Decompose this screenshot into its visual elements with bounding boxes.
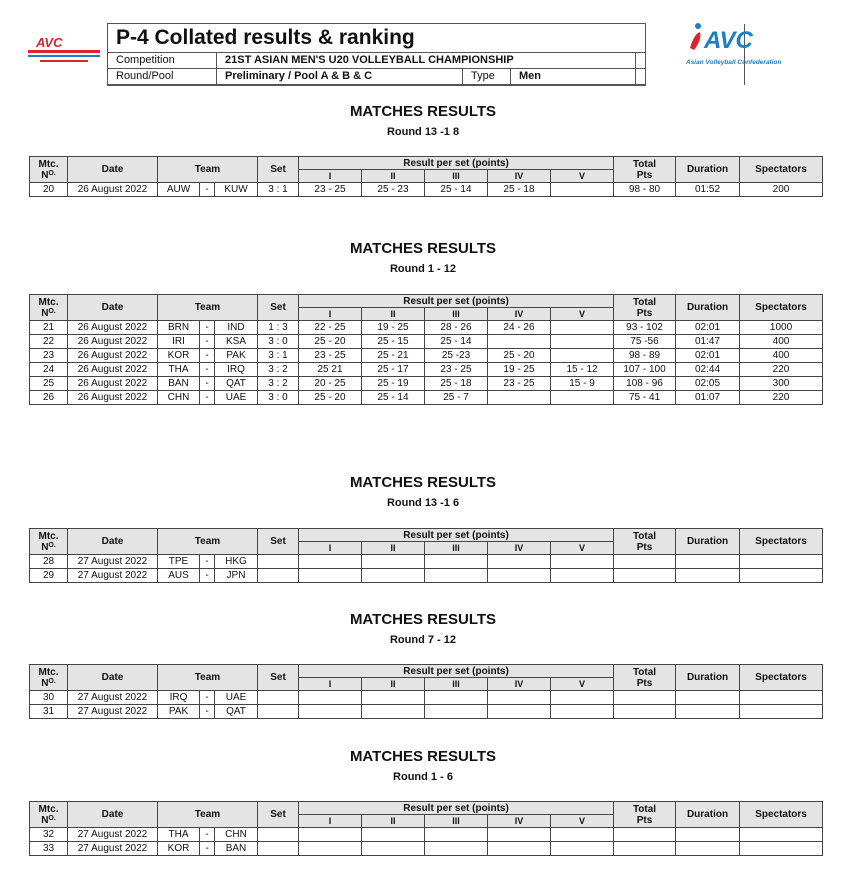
spectators <box>740 691 823 705</box>
col-set-v: V <box>551 308 614 321</box>
total-points: 75 -56 <box>614 335 676 349</box>
team-separator: - <box>200 705 215 719</box>
team-home: BRN <box>158 321 200 335</box>
team-away: QAT <box>215 705 258 719</box>
spectators: 220 <box>740 391 823 405</box>
col-set: Set <box>258 802 299 828</box>
col-set-ii: II <box>362 815 425 828</box>
col-set-v: V <box>551 815 614 828</box>
match-date: 26 August 2022 <box>68 335 158 349</box>
round-subtitle: Round 13 -1 8 <box>386 126 460 138</box>
col-set-iv: IV <box>488 308 551 321</box>
col-mtc-no: Mtc. $N^{O.}$ <box>30 295 68 321</box>
team-separator: - <box>200 569 215 583</box>
set-score: 1 : 3 <box>258 321 299 335</box>
section-title: MATCHES RESULTS <box>349 474 497 491</box>
team-away: KSA <box>215 335 258 349</box>
set-4-points <box>488 391 551 405</box>
avc-logo <box>684 20 786 68</box>
col-date: Date <box>68 665 158 691</box>
col-total-pts: Total Pts <box>614 529 676 555</box>
set-2-points <box>362 569 425 583</box>
set-2-points: 25 - 21 <box>362 349 425 363</box>
match-date: 27 August 2022 <box>68 828 158 842</box>
col-mtc-no: Mtc. $N^{O.}$ <box>30 665 68 691</box>
team-separator: - <box>200 842 215 856</box>
match-date: 26 August 2022 <box>68 363 158 377</box>
col-set-iii: III <box>425 308 488 321</box>
total-points: 98 - 80 <box>614 183 676 197</box>
set-5-points <box>551 391 614 405</box>
set-2-points <box>362 555 425 569</box>
team-separator: - <box>200 691 215 705</box>
match-duration <box>676 569 740 583</box>
match-duration <box>676 555 740 569</box>
set-3-points: 23 - 25 <box>425 363 488 377</box>
col-set-v: V <box>551 678 614 691</box>
set-score <box>258 828 299 842</box>
round-subtitle: Round 1 - 6 <box>393 771 453 783</box>
set-2-points: 25 - 14 <box>362 391 425 405</box>
set-2-points <box>362 691 425 705</box>
total-points <box>614 691 676 705</box>
col-set-iv: IV <box>488 815 551 828</box>
set-4-points: 23 - 25 <box>488 377 551 391</box>
match-duration: 01:07 <box>676 391 740 405</box>
spectators: 220 <box>740 363 823 377</box>
set-1-points: 25 21 <box>299 363 362 377</box>
col-duration: Duration <box>676 529 740 555</box>
match-date: 26 August 2022 <box>68 321 158 335</box>
table-row <box>30 842 823 856</box>
match-number: 29 <box>30 569 68 583</box>
results-table <box>29 528 823 583</box>
col-date: Date <box>68 295 158 321</box>
team-away: BAN <box>215 842 258 856</box>
set-3-points: 25 - 18 <box>425 377 488 391</box>
page-title: P-4 Collated results & ranking <box>108 24 645 53</box>
set-3-points: 25 - 14 <box>425 183 488 197</box>
set-3-points <box>425 705 488 719</box>
spectators: 300 <box>740 377 823 391</box>
competition-value: 21ST ASIAN MEN'S U20 VOLLEYBALL CHAMPIONSHIP <box>217 53 636 68</box>
team-away: JPN <box>215 569 258 583</box>
set-5-points <box>551 335 614 349</box>
col-duration: Duration <box>676 802 740 828</box>
spectators: 400 <box>740 335 823 349</box>
col-set-iv: IV <box>488 170 551 183</box>
set-1-points <box>299 842 362 856</box>
competition-label: Competition <box>108 53 217 68</box>
col-set-iii: III <box>425 542 488 555</box>
col-set-v: V <box>551 170 614 183</box>
team-home: KOR <box>158 842 200 856</box>
document-header <box>107 23 646 86</box>
table-row <box>30 363 823 377</box>
team-separator: - <box>200 321 215 335</box>
col-total-pts: Total Pts <box>614 295 676 321</box>
match-duration: 02:01 <box>676 349 740 363</box>
team-separator: - <box>200 349 215 363</box>
col-set-ii: II <box>362 542 425 555</box>
spectators <box>740 569 823 583</box>
match-date: 27 August 2022 <box>68 569 158 583</box>
match-number: 31 <box>30 705 68 719</box>
match-number: 22 <box>30 335 68 349</box>
avc-logo-text: AVC <box>704 27 753 54</box>
set-1-points <box>299 569 362 583</box>
col-total-pts: Total Pts <box>614 665 676 691</box>
set-3-points <box>425 691 488 705</box>
team-home: KOR <box>158 349 200 363</box>
col-set-iii: III <box>425 678 488 691</box>
team-home: BAN <box>158 377 200 391</box>
set-score <box>258 569 299 583</box>
set-1-points: 25 - 20 <box>299 335 362 349</box>
set-2-points: 19 - 25 <box>362 321 425 335</box>
team-separator: - <box>200 555 215 569</box>
set-4-points <box>488 555 551 569</box>
match-number: 23 <box>30 349 68 363</box>
match-duration: 01:52 <box>676 183 740 197</box>
team-separator: - <box>200 377 215 391</box>
team-away: UAE <box>215 691 258 705</box>
set-4-points <box>488 705 551 719</box>
col-set-iii: III <box>425 815 488 828</box>
match-duration <box>676 691 740 705</box>
total-points: 75 - 41 <box>614 391 676 405</box>
table-row <box>30 555 823 569</box>
set-1-points <box>299 705 362 719</box>
table-row <box>30 691 823 705</box>
team-home: IRI <box>158 335 200 349</box>
col-team: Team <box>158 802 258 828</box>
table-row <box>30 391 823 405</box>
set-1-points: 22 - 25 <box>299 321 362 335</box>
col-spectators: Spectators <box>740 295 823 321</box>
team-separator: - <box>200 335 215 349</box>
col-total-pts: Total Pts <box>614 157 676 183</box>
col-mtc-no: Mtc. $N^{O.}$ <box>30 529 68 555</box>
results-table <box>29 801 823 856</box>
match-date: 26 August 2022 <box>68 391 158 405</box>
set-4-points: 25 - 18 <box>488 183 551 197</box>
set-1-points <box>299 828 362 842</box>
team-away: KUW <box>215 183 258 197</box>
set-5-points <box>551 705 614 719</box>
set-4-points: 25 - 20 <box>488 349 551 363</box>
set-3-points: 25 - 7 <box>425 391 488 405</box>
type-label: Type <box>463 69 511 84</box>
set-5-points <box>551 691 614 705</box>
team-home: CHN <box>158 391 200 405</box>
team-home: PAK <box>158 705 200 719</box>
total-points: 93 - 102 <box>614 321 676 335</box>
team-home: AUW <box>158 183 200 197</box>
team-separator: - <box>200 363 215 377</box>
col-mtc-no: Mtc. $N^{O.}$ <box>30 802 68 828</box>
team-away: CHN <box>215 828 258 842</box>
col-set: Set <box>258 665 299 691</box>
results-table <box>29 156 823 197</box>
set-4-points <box>488 828 551 842</box>
team-away: HKG <box>215 555 258 569</box>
set-score: 3 : 0 <box>258 391 299 405</box>
match-number: 24 <box>30 363 68 377</box>
total-points <box>614 705 676 719</box>
set-5-points <box>551 555 614 569</box>
set-1-points: 23 - 25 <box>299 183 362 197</box>
col-set: Set <box>258 295 299 321</box>
total-points <box>614 555 676 569</box>
col-set-iv: IV <box>488 542 551 555</box>
table-row <box>30 321 823 335</box>
round-value: Preliminary / Pool A & B & C <box>217 69 463 84</box>
total-points <box>614 842 676 856</box>
set-3-points: 25 -23 <box>425 349 488 363</box>
set-3-points <box>425 842 488 856</box>
spectators <box>740 828 823 842</box>
col-date: Date <box>68 802 158 828</box>
col-set-i: I <box>299 170 362 183</box>
col-spectators: Spectators <box>740 529 823 555</box>
col-set-v: V <box>551 542 614 555</box>
col-total-pts: Total Pts <box>614 802 676 828</box>
set-3-points: 28 - 26 <box>425 321 488 335</box>
set-1-points <box>299 555 362 569</box>
set-2-points: 25 - 23 <box>362 183 425 197</box>
table-row <box>30 569 823 583</box>
col-duration: Duration <box>676 665 740 691</box>
round-row <box>108 69 645 85</box>
round-subtitle: Round 13 -1 6 <box>386 497 460 509</box>
col-set-i: I <box>299 678 362 691</box>
col-set-i: I <box>299 542 362 555</box>
set-1-points <box>299 691 362 705</box>
total-points: 107 - 100 <box>614 363 676 377</box>
team-away: IND <box>215 321 258 335</box>
set-4-points <box>488 691 551 705</box>
set-3-points <box>425 828 488 842</box>
col-team: Team <box>158 157 258 183</box>
round-label: Round/Pool <box>108 69 217 84</box>
set-2-points <box>362 828 425 842</box>
type-value: Men <box>511 69 636 84</box>
set-5-points <box>551 828 614 842</box>
set-3-points: 25 - 14 <box>425 335 488 349</box>
table-row <box>30 377 823 391</box>
set-score: 3 : 1 <box>258 349 299 363</box>
match-date: 27 August 2022 <box>68 705 158 719</box>
col-result-per-set: Result per set (points) <box>299 295 614 308</box>
col-date: Date <box>68 529 158 555</box>
col-duration: Duration <box>676 157 740 183</box>
set-score <box>258 691 299 705</box>
set-2-points: 25 - 19 <box>362 377 425 391</box>
section-title: MATCHES RESULTS <box>349 240 497 257</box>
set-1-points: 20 - 25 <box>299 377 362 391</box>
match-date: 26 August 2022 <box>68 183 158 197</box>
results-table <box>29 294 823 405</box>
match-number: 20 <box>30 183 68 197</box>
col-team: Team <box>158 665 258 691</box>
col-set-ii: II <box>362 678 425 691</box>
section-title: MATCHES RESULTS <box>349 748 497 765</box>
team-away: UAE <box>215 391 258 405</box>
col-set-i: I <box>299 815 362 828</box>
col-mtc-no: Mtc. $N^{O.}$ <box>30 157 68 183</box>
match-duration <box>676 842 740 856</box>
spectators: 200 <box>740 183 823 197</box>
set-5-points <box>551 569 614 583</box>
match-date: 26 August 2022 <box>68 377 158 391</box>
col-set-iii: III <box>425 170 488 183</box>
col-spectators: Spectators <box>740 157 823 183</box>
col-set-ii: II <box>362 170 425 183</box>
match-duration <box>676 705 740 719</box>
match-number: 21 <box>30 321 68 335</box>
total-points <box>614 828 676 842</box>
match-number: 25 <box>30 377 68 391</box>
match-number: 30 <box>30 691 68 705</box>
team-separator: - <box>200 828 215 842</box>
match-number: 28 <box>30 555 68 569</box>
results-table <box>29 664 823 719</box>
match-number: 32 <box>30 828 68 842</box>
total-points: 108 - 96 <box>614 377 676 391</box>
set-1-points: 23 - 25 <box>299 349 362 363</box>
team-away: IRQ <box>215 363 258 377</box>
set-score <box>258 555 299 569</box>
match-date: 27 August 2022 <box>68 555 158 569</box>
match-date: 27 August 2022 <box>68 691 158 705</box>
set-2-points <box>362 842 425 856</box>
total-points <box>614 569 676 583</box>
col-duration: Duration <box>676 295 740 321</box>
col-result-per-set: Result per set (points) <box>299 665 614 678</box>
set-2-points: 25 - 17 <box>362 363 425 377</box>
match-date: 26 August 2022 <box>68 349 158 363</box>
spectators <box>740 705 823 719</box>
col-result-per-set: Result per set (points) <box>299 157 614 170</box>
championship-logo-text: AVC <box>36 35 63 50</box>
spectators <box>740 842 823 856</box>
set-5-points <box>551 321 614 335</box>
col-set: Set <box>258 529 299 555</box>
match-duration <box>676 828 740 842</box>
team-home: AUS <box>158 569 200 583</box>
set-5-points <box>551 349 614 363</box>
table-row <box>30 335 823 349</box>
col-set: Set <box>258 157 299 183</box>
table-row <box>30 349 823 363</box>
team-away: QAT <box>215 377 258 391</box>
col-result-per-set: Result per set (points) <box>299 529 614 542</box>
col-team: Team <box>158 529 258 555</box>
team-separator: - <box>200 183 215 197</box>
set-4-points <box>488 569 551 583</box>
col-result-per-set: Result per set (points) <box>299 802 614 815</box>
set-1-points: 25 - 20 <box>299 391 362 405</box>
set-5-points: 15 - 9 <box>551 377 614 391</box>
set-score: 3 : 2 <box>258 377 299 391</box>
col-set-iv: IV <box>488 678 551 691</box>
set-score <box>258 842 299 856</box>
spectators: 400 <box>740 349 823 363</box>
match-duration: 02:01 <box>676 321 740 335</box>
spectators <box>740 555 823 569</box>
team-home: IRQ <box>158 691 200 705</box>
set-score: 3 : 1 <box>258 183 299 197</box>
set-5-points <box>551 183 614 197</box>
set-3-points <box>425 569 488 583</box>
table-row <box>30 705 823 719</box>
table-row <box>30 183 823 197</box>
team-home: THA <box>158 828 200 842</box>
col-spectators: Spectators <box>740 802 823 828</box>
team-home: TPE <box>158 555 200 569</box>
match-duration: 01:47 <box>676 335 740 349</box>
match-number: 33 <box>30 842 68 856</box>
round-subtitle: Round 7 - 12 <box>389 634 456 646</box>
col-team: Team <box>158 295 258 321</box>
set-2-points <box>362 705 425 719</box>
section-title: MATCHES RESULTS <box>349 611 497 628</box>
set-4-points <box>488 335 551 349</box>
avc-logo-caption: Asian Volleyball Confederation <box>686 59 782 66</box>
set-score: 3 : 2 <box>258 363 299 377</box>
col-spectators: Spectators <box>740 665 823 691</box>
competition-row <box>108 53 645 69</box>
team-separator: - <box>200 391 215 405</box>
team-home: THA <box>158 363 200 377</box>
set-3-points <box>425 555 488 569</box>
set-4-points: 24 - 26 <box>488 321 551 335</box>
spectators: 1000 <box>740 321 823 335</box>
match-duration: 02:44 <box>676 363 740 377</box>
championship-logo <box>22 33 104 67</box>
col-set-ii: II <box>362 308 425 321</box>
set-score: 3 : 0 <box>258 335 299 349</box>
col-date: Date <box>68 157 158 183</box>
match-number: 26 <box>30 391 68 405</box>
set-4-points: 19 - 25 <box>488 363 551 377</box>
set-5-points <box>551 842 614 856</box>
round-subtitle: Round 1 - 12 <box>389 263 456 275</box>
match-date: 27 August 2022 <box>68 842 158 856</box>
table-row <box>30 828 823 842</box>
team-away: PAK <box>215 349 258 363</box>
section-title: MATCHES RESULTS <box>349 103 497 120</box>
set-4-points <box>488 842 551 856</box>
match-duration: 02:05 <box>676 377 740 391</box>
total-points: 98 - 89 <box>614 349 676 363</box>
set-2-points: 25 - 15 <box>362 335 425 349</box>
set-score <box>258 705 299 719</box>
set-5-points: 15 - 12 <box>551 363 614 377</box>
col-set-i: I <box>299 308 362 321</box>
